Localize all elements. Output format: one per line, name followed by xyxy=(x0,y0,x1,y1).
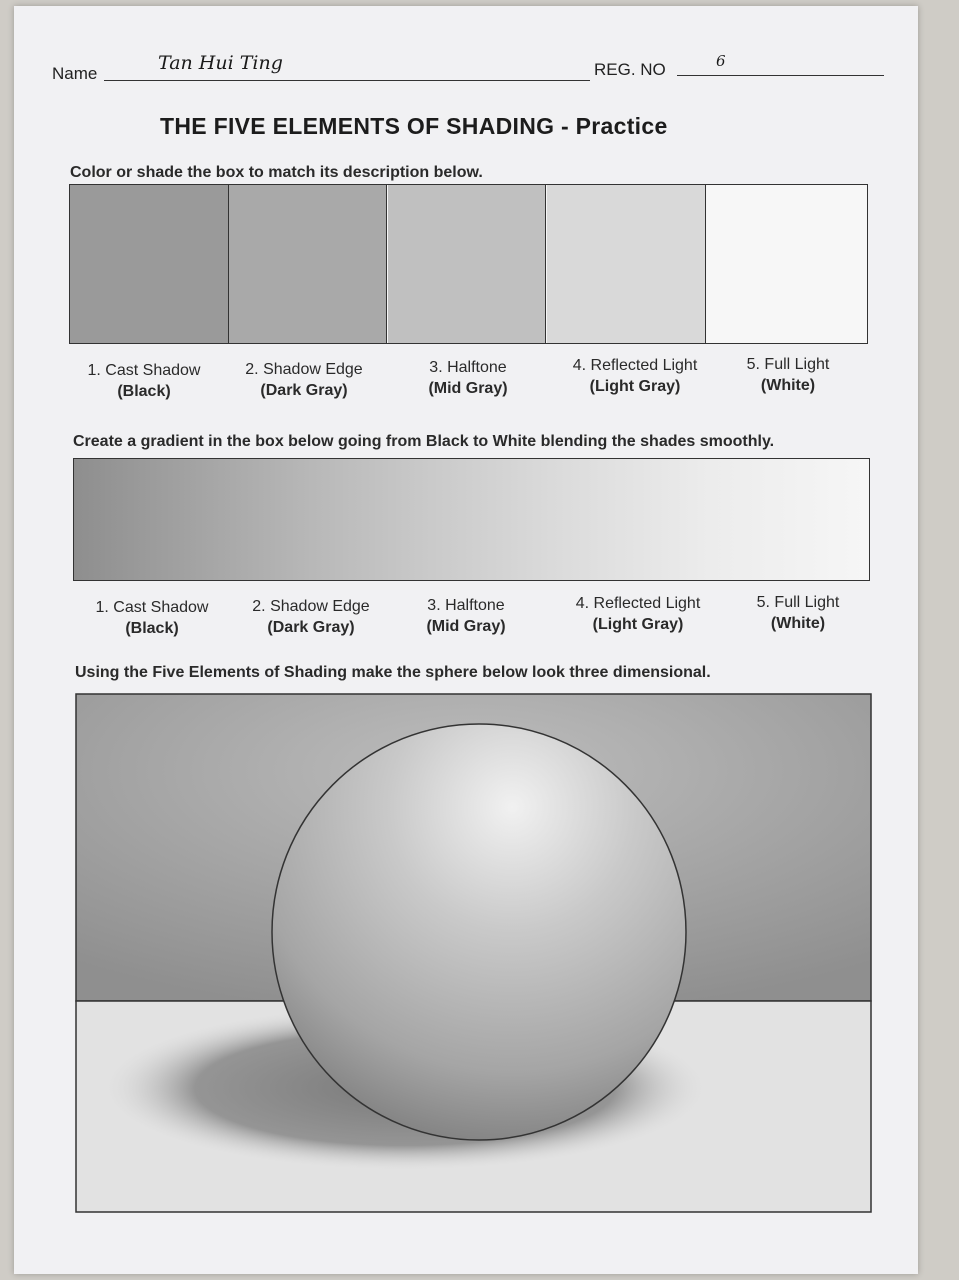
sphere-drawing xyxy=(75,693,872,1213)
section1-label-4: 4. Reflected Light (Light Gray) xyxy=(572,357,698,395)
swatch-cast-shadow xyxy=(70,185,229,343)
section1-label-5: 5. Full Light (White) xyxy=(746,356,830,394)
name-line xyxy=(104,80,590,81)
section2-label-3: 3. Halftone (Mid Gray) xyxy=(426,597,506,635)
page-title: THE FIVE ELEMENTS OF SHADING - Practice xyxy=(160,113,668,139)
section1-label-3: 3. Halftone (Mid Gray) xyxy=(428,359,508,397)
name-label: Name xyxy=(52,64,98,83)
section1-label-1: 1. Cast Shadow (Black) xyxy=(87,362,201,400)
section2-label-4: 4. Reflected Light (Light Gray) xyxy=(575,595,701,633)
section2-label-5: 5. Full Light (White) xyxy=(756,594,840,632)
swatch-reflected-light xyxy=(547,185,706,343)
reg-label: REG. NO xyxy=(594,60,666,79)
reg-line xyxy=(677,75,884,76)
section1-instruction: Color or shade the box to match its description below. xyxy=(70,164,483,181)
swatch-halftone xyxy=(388,185,546,343)
sphere xyxy=(272,724,686,1140)
swatch-full-light xyxy=(707,185,867,343)
section2-label-2: 2. Shadow Edge (Dark Gray) xyxy=(252,598,370,636)
section2-instruction: Create a gradient in the box below going from Black to White blending the shades smoothly. xyxy=(73,433,775,450)
section1-label-2: 2. Shadow Edge (Dark Gray) xyxy=(245,361,363,399)
gradient-box xyxy=(73,458,870,581)
reg-value: 6 xyxy=(716,52,726,70)
swatch-shadow-edge xyxy=(229,185,387,343)
section2-label-1: 1. Cast Shadow (Black) xyxy=(95,599,209,637)
section3-instruction: Using the Five Elements of Shading make the sphere below look three dimensional. xyxy=(75,664,711,681)
name-value: Tan Hui Ting xyxy=(158,52,283,74)
swatch-row xyxy=(69,184,868,344)
